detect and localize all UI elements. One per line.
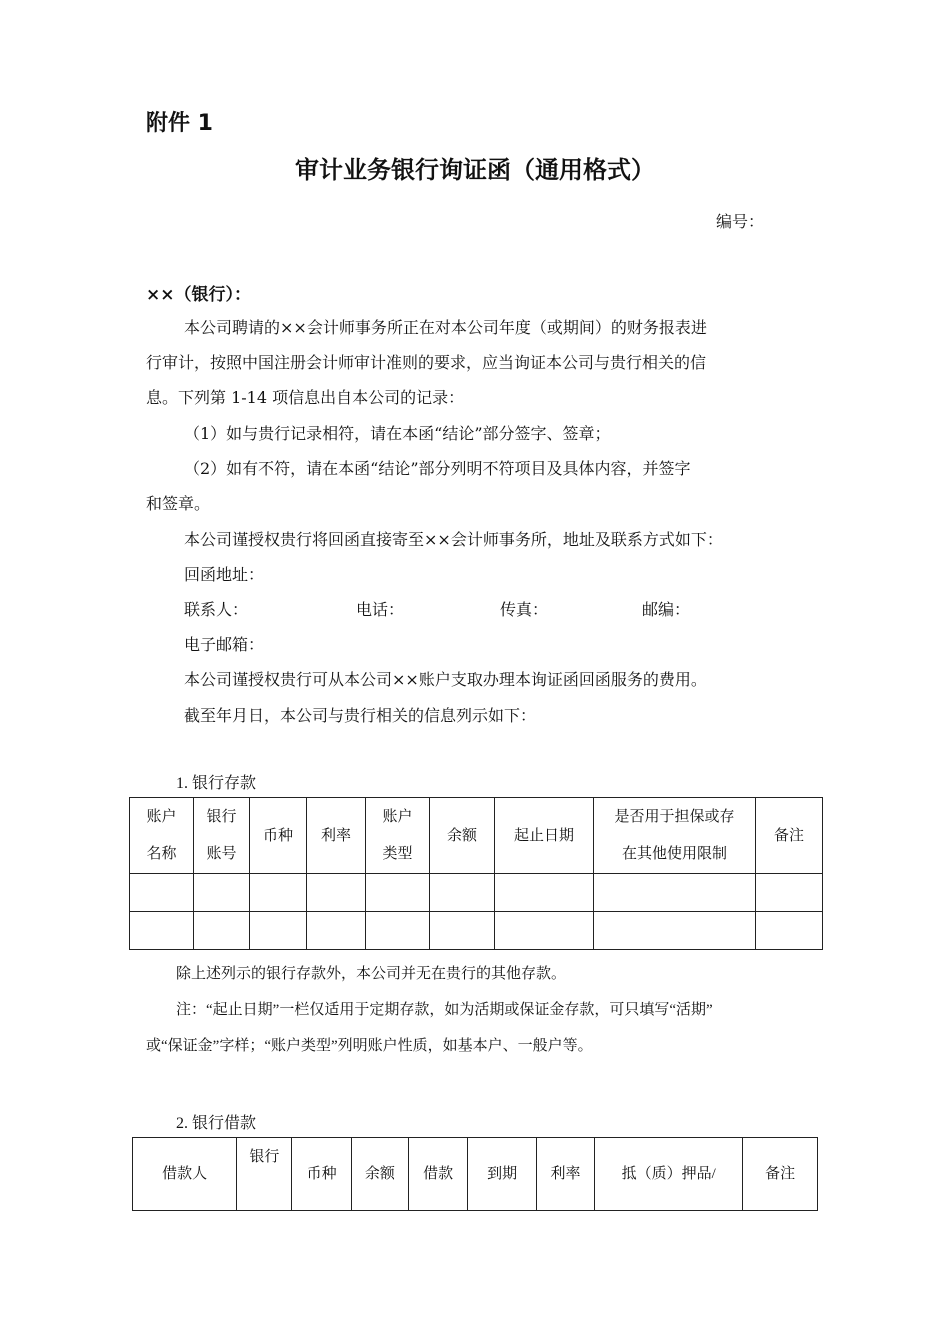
fax-label: 传真： (500, 600, 549, 619)
deposit-note-2: 注：“起止日期”一栏仅适用于定期存款，如为活期或保证金存款，可只填写“活期” (176, 1002, 713, 1018)
body-line-12: 截至年月日，本公司与贵行相关的信息列示如下： (184, 706, 537, 725)
header-cell: 币种 (250, 798, 307, 874)
reply-address-label: 回函地址： (184, 565, 265, 584)
table-cell[interactable] (194, 874, 250, 912)
table-header-row (130, 798, 823, 874)
table-cell[interactable] (495, 874, 594, 912)
header-cell: 账户 名称 (130, 798, 194, 874)
table-cell[interactable] (130, 912, 194, 950)
body-line-6: 和签章。 (146, 494, 211, 513)
header-cell: 起止日期 (495, 798, 594, 874)
header-cell: 银行 (237, 1138, 292, 1211)
body-line-7: 本公司谨授权贵行将回函直接寄至××会计师事务所，地址及联系方式如下： (184, 530, 723, 549)
table-cell[interactable] (307, 874, 366, 912)
contact-label: 联系人： (184, 600, 249, 619)
section-1-title: 1. 银行存款 (176, 775, 257, 792)
table-cell[interactable] (430, 912, 495, 950)
body-line-11: 本公司谨授权贵行可从本公司××账户支取办理本询证函回函服务的费用。 (184, 670, 707, 689)
table-cell[interactable] (495, 912, 594, 950)
table-cell[interactable] (594, 912, 756, 950)
header-cell: 借款人 (133, 1138, 237, 1211)
header-cell: 余额 (351, 1138, 408, 1211)
body-line-5: （2）如有不符，请在本函“结论”部分列明不符项目及具体内容，并签字 (184, 459, 691, 478)
table-cell[interactable] (594, 874, 756, 912)
table-row (130, 874, 823, 912)
addressee: ××（银行）： (146, 285, 251, 305)
attachment-label: 附件 1 (146, 111, 213, 136)
phone-label: 电话： (356, 600, 405, 619)
header-cell: 利率 (307, 798, 366, 874)
table-cell[interactable] (307, 912, 366, 950)
header-cell: 利率 (536, 1138, 594, 1211)
header-cell: 币种 (292, 1138, 351, 1211)
header-cell: 是否用于担保或存 在其他使用限制 (594, 798, 756, 874)
bank-deposit-table (129, 797, 823, 950)
table-header-row (133, 1138, 818, 1211)
header-cell: 银行 账号 (194, 798, 250, 874)
header-cell: 借款 (409, 1138, 468, 1211)
body-line-4: （1）如与贵行记录相符，请在本函“结论”部分签字、签章； (184, 424, 611, 443)
document-title: 审计业务银行询证函（通用格式） (295, 156, 655, 184)
body-line-2: 行审计，按照中国注册会计师审计准则的要求，应当询证本公司与贵行相关的信 (146, 353, 707, 372)
bank-loan-table (132, 1137, 818, 1211)
body-line-3: 息。下列第 1-14 项信息出自本公司的记录： (146, 388, 465, 407)
header-cell: 余额 (430, 798, 495, 874)
table-row (130, 912, 823, 950)
table-cell[interactable] (366, 874, 430, 912)
body-line-1: 本公司聘请的××会计师事务所正在对本公司年度（或期间）的财务报表进 (184, 318, 707, 337)
header-cell: 抵（质）押品/ (595, 1138, 743, 1211)
header-cell: 备注 (743, 1138, 818, 1211)
table-cell[interactable] (756, 874, 823, 912)
number-label: 编号： (716, 212, 765, 231)
table-cell[interactable] (250, 874, 307, 912)
header-cell: 备注 (756, 798, 823, 874)
deposit-note-3: 或“保证金”字样；“账户类型”列明账户性质，如基本户、一般户等。 (146, 1038, 593, 1054)
email-label: 电子邮箱： (184, 635, 265, 654)
table-cell[interactable] (194, 912, 250, 950)
postcode-label: 邮编： (642, 600, 691, 619)
table-cell[interactable] (756, 912, 823, 950)
header-cell: 账户 类型 (366, 798, 430, 874)
section-2-title: 2. 银行借款 (176, 1115, 257, 1132)
header-cell: 到期 (468, 1138, 537, 1211)
table-cell[interactable] (366, 912, 430, 950)
table-cell[interactable] (250, 912, 307, 950)
deposit-note-1: 除上述列示的银行存款外，本公司并无在贵行的其他存款。 (176, 966, 567, 982)
table-cell[interactable] (130, 874, 194, 912)
table-cell[interactable] (430, 874, 495, 912)
